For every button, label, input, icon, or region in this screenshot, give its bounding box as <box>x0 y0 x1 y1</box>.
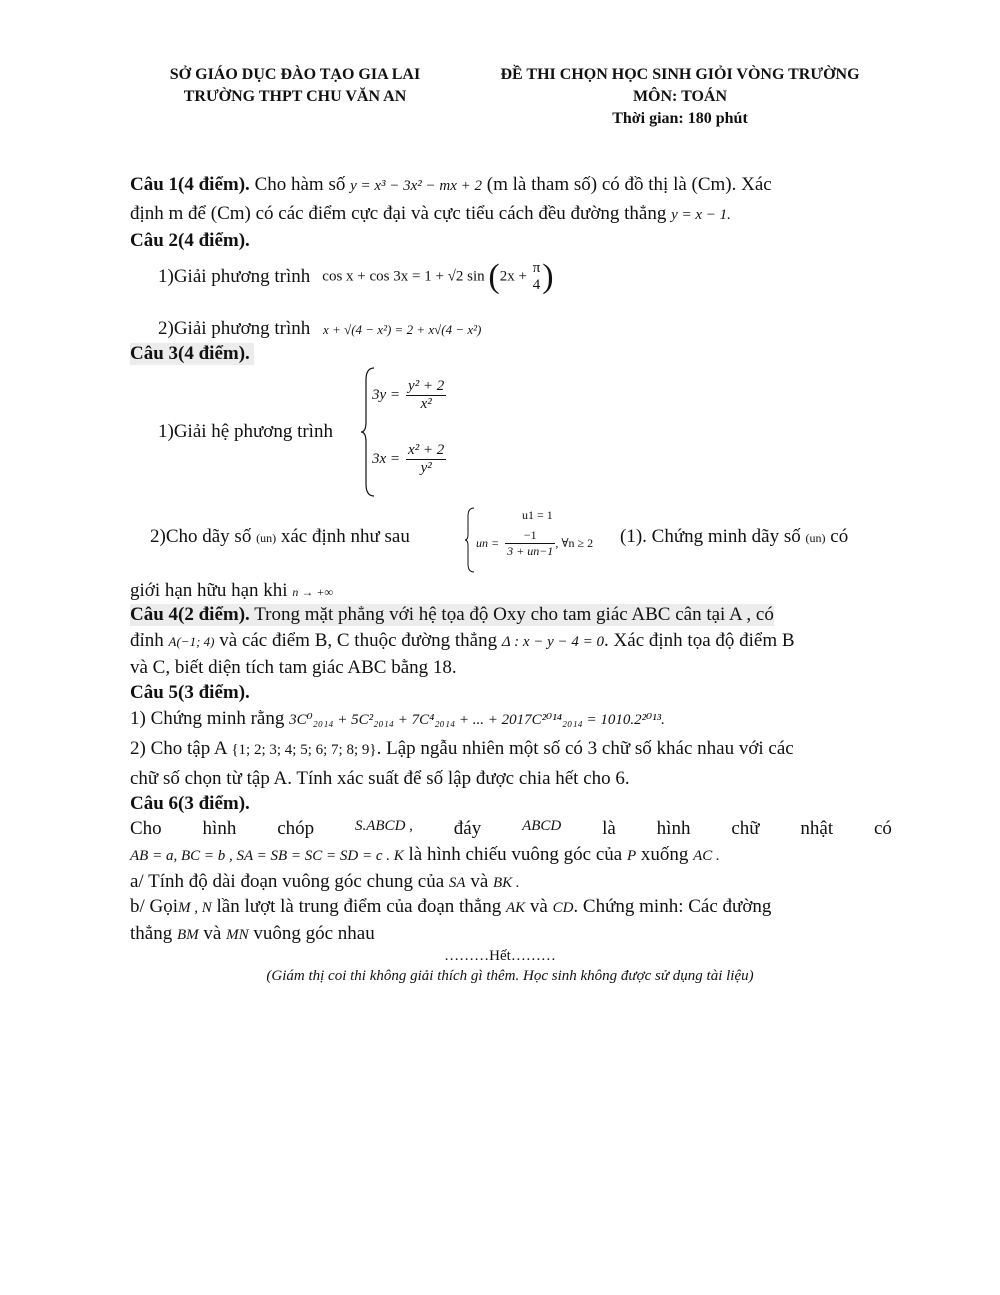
sequence-initial: u1 = 1 <box>522 508 553 522</box>
question-1-line-1: Câu 1(4 điểm). Cho hàm số y = x³ − 3x² − mx + 2 (m là tham số) có đồ thị là (Cm). Xác <box>130 174 772 195</box>
question-6-part-b-line-1: b/ GọiM , N lần lượt là trung điểm của đoạn thẳng AK và CD. Chứng minh: Các đường <box>130 896 772 917</box>
question-2-part-1: 1)Giải phương trình cos x + cos 3x = 1 + √2 sin (2x + π 4 ) <box>158 258 554 295</box>
system-equation-1: 3y = $\frac{\text{y² + 2}}{\text{x²}}$ <box>372 378 445 412</box>
question-2-title: Câu 2(4 điểm). <box>130 230 250 251</box>
question-3-part-1: 1)Giải hệ phương trình <box>158 421 333 442</box>
question-5-part-1: 1) Chứng minh rằng 3C⁰₂₀₁₄ + 5C²₂₀₁₄ + 7C⁴₂₀₁₄ + ... + 2017C²⁰¹⁴₂₀₁₄ = 1010.2²⁰¹³. <box>130 708 665 729</box>
question-6-line-1: Cho hình chóp S.ABCD , đáy ABCD là hình chữ nhật có <box>130 818 892 839</box>
question-4-line-2: đỉnh A(−1; 4) và các điểm B, C thuộc đường thẳng Δ : x − y − 4 = 0. Xác định tọa độ điểm B <box>130 630 795 651</box>
question-1-title: Câu 1(4 điểm). <box>130 174 250 195</box>
question-4-line-1: Câu 4(2 điểm). Trong mặt phẳng với hệ tọa độ Oxy cho tam giác ABC cân tại A , có <box>130 604 774 625</box>
function-formula: y = x³ − 3x² − mx + 2 <box>350 178 483 194</box>
question-3-part-2-intro: 2)Cho dãy số (un) xác định như sau <box>150 526 410 547</box>
exam-subject: MÔN: TOÁN <box>632 88 728 105</box>
sequence-recurrence: un = $\frac{-1}{3 + un-1}$ , ∀n ≥ 2 <box>476 528 594 558</box>
question-5-part-2-line-1: 2) Cho tập A {1; 2; 3; 4; 5; 6; 7; 8; 9}. Lập ngẫu nhiên một số có 3 chữ số khác nhau với các <box>130 738 794 759</box>
question-4-line-3: và C, biết diện tích tam giác ABC bằng 18. <box>130 657 457 678</box>
sequence-brace <box>464 506 476 574</box>
school-department: SỞ GIÁO DỤC ĐÀO TẠO GIA LAI <box>169 66 421 83</box>
system-equation-2: 3x = $\frac{\text{x² + 2}}{\text{y²}}$ <box>372 442 445 476</box>
question-6-title: Câu 6(3 điểm). <box>130 793 250 814</box>
question-5-title: Câu 5(3 điểm). <box>130 682 250 703</box>
exam-duration: Thời gian: 180 phút <box>612 110 748 127</box>
end-marker: ………Hết……… <box>444 948 556 964</box>
exam-title: ĐỀ THI CHỌN HỌC SINH GIỎI VÒNG TRƯỜNG <box>500 66 860 83</box>
radical-equation: x + √(4 − x²) = 2 + x√(4 − x²) <box>323 322 482 337</box>
question-4-title: Câu 4(2 điểm). <box>130 604 250 625</box>
trig-equation: cos x + cos 3x = 1 + √2 sin (2x + π 4 ) <box>322 258 554 295</box>
question-2-part-2: 2)Giải phương trình x + √(4 − x²) = 2 + x√(4 − x²) <box>158 318 482 339</box>
question-1-line-2: định m để (Cm) có các điểm cực đại và cực tiểu cách đều đường thẳng y = x − 1. <box>130 203 731 224</box>
binomial-identity: 3C⁰₂₀₁₄ + 5C²₂₀₁₄ + 7C⁴₂₀₁₄ + ... + 2017C²⁰¹⁴₂₀₁₄ = 1010.2²⁰¹³. <box>289 712 665 728</box>
question-3-part-2-claim: (1). Chứng minh dãy số (un) có <box>620 526 849 547</box>
question-3-title: Câu 3(4 điểm). <box>130 343 254 365</box>
question-3-part-2-limit: giới hạn hữu hạn khi n → +∞ <box>130 580 333 601</box>
school-name: TRƯỜNG THPT CHU VĂN AN <box>183 88 407 105</box>
set-a: {1; 2; 3; 4; 5; 6; 7; 8; 9} <box>231 742 377 758</box>
question-5-part-2-line-2: chữ số chọn từ tập A. Tính xác suất để số lập được chia hết cho 6. <box>130 768 630 789</box>
line-formula: y = x − 1. <box>671 207 731 223</box>
question-6-line-2: AB = a, BC = b , SA = SB = SC = SD = c . K là hình chiếu vuông góc của P xuống AC . <box>130 844 720 865</box>
question-6-part-a: a/ Tính độ dài đoạn vuông góc chung của SA và BK . <box>130 871 520 892</box>
proctor-note: (Giám thị coi thi không giải thích gì thêm. Học sinh không được sử dụng tài liệu) <box>266 968 754 984</box>
question-6-part-b-line-2: thẳng BM và MN vuông góc nhau <box>130 923 375 944</box>
